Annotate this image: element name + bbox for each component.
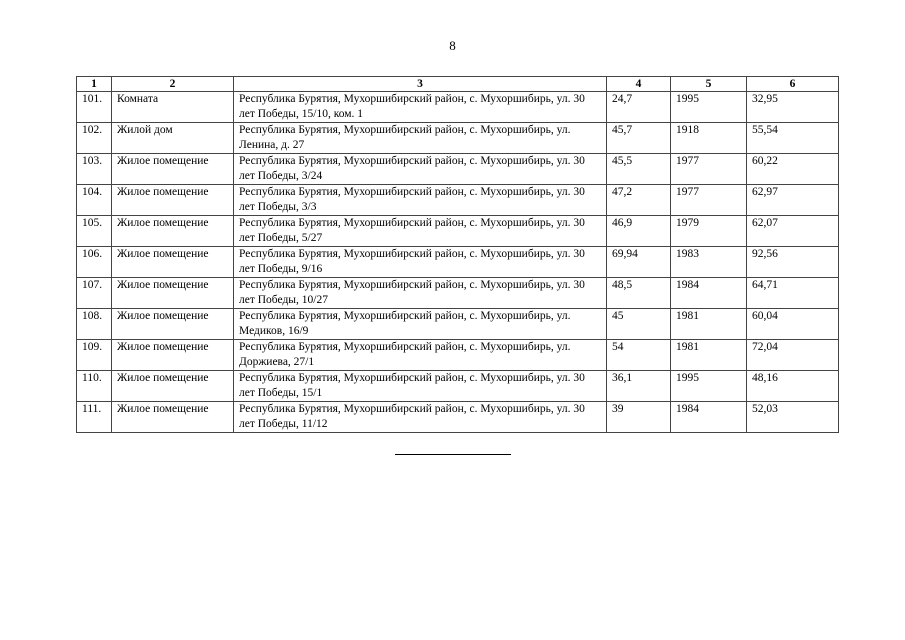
cell-property-type: Жилое помещение (112, 402, 234, 433)
cell-property-type: Жилое помещение (112, 278, 234, 309)
table-row (77, 371, 839, 402)
cell-address: Республика Бурятия, Мухоршибирский район, с. Мухоршибирь, ул. 30 лет Победы, 9/16 (234, 247, 607, 278)
cell-area: 69,94 (607, 247, 671, 278)
cell-col6: 62,97 (747, 185, 839, 216)
cell-col6: 60,04 (747, 309, 839, 340)
cell-col6: 55,54 (747, 123, 839, 154)
table-row (77, 123, 839, 154)
table-row (77, 185, 839, 216)
cell-number: 105. (77, 216, 112, 247)
cell-year: 1979 (671, 216, 747, 247)
cell-address: Республика Бурятия, Мухоршибирский район, с. Мухоршибирь, ул. 30 лет Победы, 11/12 (234, 402, 607, 433)
cell-address: Республика Бурятия, Мухоршибирский район, с. Мухоршибирь, ул. 30 лет Победы, 15/10, ком. 1 (234, 92, 607, 123)
cell-number: 101. (77, 92, 112, 123)
column-header-1: 1 (77, 77, 112, 92)
page-number: 8 (449, 38, 456, 53)
cell-property-type: Жилое помещение (112, 340, 234, 371)
table-row (77, 92, 839, 123)
table-row (77, 247, 839, 278)
cell-year: 1984 (671, 402, 747, 433)
table-row (77, 309, 839, 340)
cell-property-type: Жилой дом (112, 123, 234, 154)
cell-address: Республика Бурятия, Мухоршибирский район, с. Мухоршибирь, ул. Медиков, 16/9 (234, 309, 607, 340)
cell-property-type: Жилое помещение (112, 185, 234, 216)
cell-address: Республика Бурятия, Мухоршибирский район, с. Мухоршибирь, ул. 30 лет Победы, 3/3 (234, 185, 607, 216)
cell-year: 1977 (671, 185, 747, 216)
cell-col6: 72,04 (747, 340, 839, 371)
cell-property-type: Жилое помещение (112, 154, 234, 185)
cell-number: 109. (77, 340, 112, 371)
property-table (76, 76, 839, 433)
cell-col6: 60,22 (747, 154, 839, 185)
cell-area: 45 (607, 309, 671, 340)
cell-number: 104. (77, 185, 112, 216)
column-header-5: 5 (671, 77, 747, 92)
cell-number: 107. (77, 278, 112, 309)
cell-area: 46,9 (607, 216, 671, 247)
cell-address: Республика Бурятия, Мухоршибирский район, с. Мухоршибирь, ул. 30 лет Победы, 3/24 (234, 154, 607, 185)
end-divider-line (395, 454, 511, 455)
table-header-row (77, 77, 839, 92)
cell-area: 45,5 (607, 154, 671, 185)
cell-number: 111. (77, 402, 112, 433)
cell-col6: 52,03 (747, 402, 839, 433)
cell-area: 24,7 (607, 92, 671, 123)
cell-area: 45,7 (607, 123, 671, 154)
column-header-3: 3 (234, 77, 607, 92)
table-row (77, 402, 839, 433)
table-body (77, 92, 839, 433)
cell-year: 1981 (671, 309, 747, 340)
column-header-6: 6 (747, 77, 839, 92)
cell-area: 47,2 (607, 185, 671, 216)
cell-property-type: Жилое помещение (112, 247, 234, 278)
cell-number: 108. (77, 309, 112, 340)
cell-col6: 32,95 (747, 92, 839, 123)
cell-col6: 48,16 (747, 371, 839, 402)
cell-number: 103. (77, 154, 112, 185)
cell-area: 39 (607, 402, 671, 433)
cell-property-type: Комната (112, 92, 234, 123)
cell-year: 1981 (671, 340, 747, 371)
cell-col6: 62,07 (747, 216, 839, 247)
table-row (77, 340, 839, 371)
cell-address: Республика Бурятия, Мухоршибирский район, с. Мухоршибирь, ул. 30 лет Победы, 5/27 (234, 216, 607, 247)
cell-year: 1918 (671, 123, 747, 154)
cell-area: 54 (607, 340, 671, 371)
cell-area: 36,1 (607, 371, 671, 402)
cell-year: 1984 (671, 278, 747, 309)
cell-property-type: Жилое помещение (112, 216, 234, 247)
table-row (77, 278, 839, 309)
cell-year: 1977 (671, 154, 747, 185)
cell-number: 110. (77, 371, 112, 402)
cell-number: 102. (77, 123, 112, 154)
cell-area: 48,5 (607, 278, 671, 309)
cell-year: 1995 (671, 92, 747, 123)
cell-address: Республика Бурятия, Мухоршибирский район, с. Мухоршибирь, ул. Доржиева, 27/1 (234, 340, 607, 371)
table-row (77, 216, 839, 247)
column-header-2: 2 (112, 77, 234, 92)
cell-address: Республика Бурятия, Мухоршибирский район, с. Мухоршибирь, ул. Ленина, д. 27 (234, 123, 607, 154)
cell-year: 1983 (671, 247, 747, 278)
cell-address: Республика Бурятия, Мухоршибирский район, с. Мухоршибирь, ул. 30 лет Победы, 10/27 (234, 278, 607, 309)
cell-col6: 92,56 (747, 247, 839, 278)
cell-year: 1995 (671, 371, 747, 402)
cell-property-type: Жилое помещение (112, 371, 234, 402)
cell-address: Республика Бурятия, Мухоршибирский район, с. Мухоршибирь, ул. 30 лет Победы, 15/1 (234, 371, 607, 402)
cell-property-type: Жилое помещение (112, 309, 234, 340)
cell-col6: 64,71 (747, 278, 839, 309)
table-row (77, 154, 839, 185)
column-header-4: 4 (607, 77, 671, 92)
cell-number: 106. (77, 247, 112, 278)
